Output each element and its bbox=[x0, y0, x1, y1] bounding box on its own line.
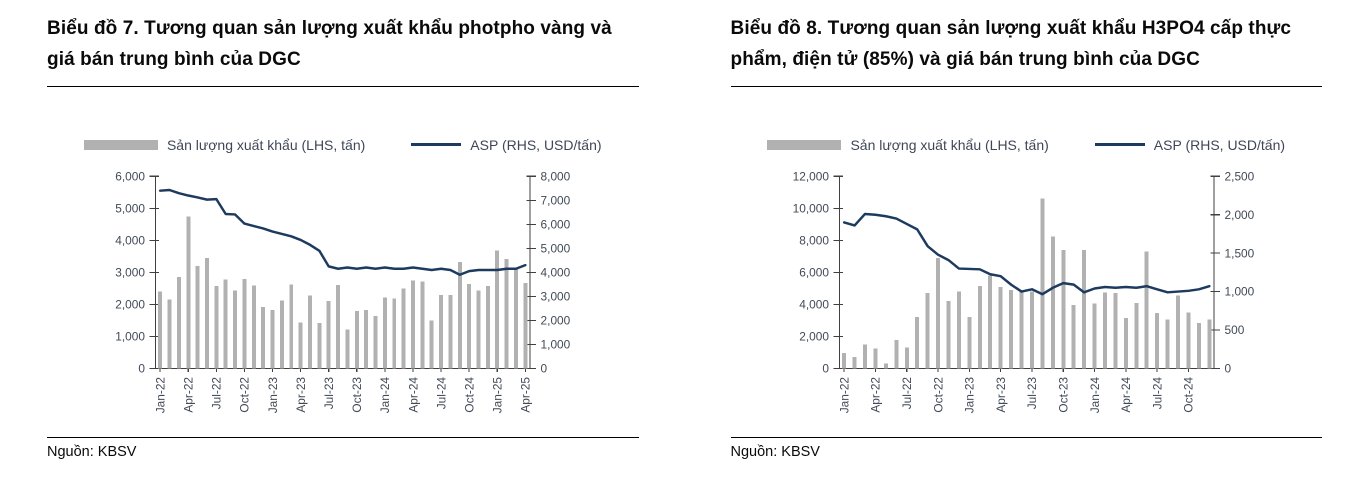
svg-text:1,500: 1,500 bbox=[1224, 245, 1254, 260]
svg-text:Oct-22: Oct-22 bbox=[930, 376, 945, 413]
chart-panel-8 bbox=[731, 14, 1323, 460]
svg-text:Jan-25: Jan-25 bbox=[490, 376, 505, 413]
axis-tick-labels bbox=[792, 169, 1254, 375]
svg-text:0: 0 bbox=[1224, 361, 1231, 376]
svg-text:Jan-24: Jan-24 bbox=[378, 376, 393, 413]
svg-text:500: 500 bbox=[1224, 322, 1244, 337]
svg-text:Jul-24: Jul-24 bbox=[1149, 376, 1164, 409]
svg-text:Jul-24: Jul-24 bbox=[434, 376, 449, 409]
legend-item-line-series bbox=[411, 137, 601, 153]
line-legend-swatch bbox=[1095, 143, 1145, 146]
bar-legend-label: Sản lượng xuất khẩu (LHS, tấn) bbox=[850, 136, 1049, 153]
svg-text:1,000: 1,000 bbox=[540, 337, 571, 352]
svg-text:2,000: 2,000 bbox=[1224, 207, 1254, 222]
legend-item-bar-series bbox=[84, 137, 365, 153]
svg-text:1,000: 1,000 bbox=[115, 329, 145, 344]
bar-series bbox=[158, 216, 527, 368]
combo-chart-export-volume-vs-asp bbox=[47, 163, 639, 429]
svg-text:Jul-22: Jul-22 bbox=[899, 376, 914, 409]
svg-text:1,000: 1,000 bbox=[1224, 284, 1254, 299]
bar-legend-swatch bbox=[84, 140, 158, 150]
source-note: Nguồn: KBSV bbox=[47, 437, 639, 460]
svg-text:Jan-22: Jan-22 bbox=[153, 376, 168, 413]
svg-text:Oct-23: Oct-23 bbox=[1056, 376, 1071, 413]
bar-legend-swatch bbox=[767, 140, 841, 150]
svg-text:8,000: 8,000 bbox=[540, 169, 571, 184]
legend-item-bar-series bbox=[767, 137, 1048, 153]
x-axis-labels bbox=[153, 376, 532, 413]
line-legend-label: ASP (RHS, USD/tấn) bbox=[1153, 136, 1286, 153]
svg-text:12,000: 12,000 bbox=[792, 169, 829, 184]
x-axis-labels bbox=[837, 376, 1195, 413]
svg-text:6,000: 6,000 bbox=[798, 265, 829, 280]
svg-text:3,000: 3,000 bbox=[540, 289, 571, 304]
svg-text:8,000: 8,000 bbox=[798, 233, 829, 248]
svg-text:Jul-22: Jul-22 bbox=[209, 376, 224, 409]
svg-text:4,000: 4,000 bbox=[115, 233, 145, 248]
svg-text:5,000: 5,000 bbox=[540, 241, 571, 256]
asp-line-series bbox=[844, 214, 1209, 294]
bar-series bbox=[842, 198, 1211, 368]
svg-text:Apr-22: Apr-22 bbox=[868, 376, 883, 413]
svg-text:10,000: 10,000 bbox=[792, 201, 829, 216]
svg-text:Jan-24: Jan-24 bbox=[1087, 376, 1102, 413]
chart-title: Biểu đồ 8. Tương quan sản lượng xuất khẩu H3PO4 cấp thực phẩm, điện tử (85%) và giá bán trung bình của DGC bbox=[731, 14, 1323, 87]
chart-legend bbox=[47, 137, 639, 153]
svg-text:0: 0 bbox=[540, 361, 548, 376]
svg-text:Oct-22: Oct-22 bbox=[237, 376, 252, 413]
svg-text:Oct-23: Oct-23 bbox=[350, 376, 365, 413]
source-note: Nguồn: KBSV bbox=[731, 437, 1323, 460]
svg-text:Jan-23: Jan-23 bbox=[265, 376, 280, 413]
svg-text:Jul-23: Jul-23 bbox=[1024, 376, 1039, 409]
svg-text:Apr-22: Apr-22 bbox=[181, 376, 196, 413]
svg-text:Oct-24: Oct-24 bbox=[1181, 376, 1196, 413]
svg-text:Jul-23: Jul-23 bbox=[321, 376, 336, 409]
bar-legend-label: Sản lượng xuất khẩu (LHS, tấn) bbox=[166, 136, 366, 153]
svg-text:2,000: 2,000 bbox=[115, 297, 145, 312]
svg-text:0: 0 bbox=[138, 361, 145, 376]
svg-text:0: 0 bbox=[821, 361, 829, 376]
svg-text:Apr-24: Apr-24 bbox=[1118, 376, 1133, 413]
svg-text:5,000: 5,000 bbox=[115, 201, 145, 216]
svg-text:Oct-24: Oct-24 bbox=[462, 376, 477, 413]
legend-item-line-series bbox=[1095, 137, 1285, 153]
axes bbox=[833, 176, 1219, 372]
svg-text:6,000: 6,000 bbox=[115, 169, 145, 184]
svg-text:Apr-23: Apr-23 bbox=[993, 376, 1008, 413]
svg-text:2,000: 2,000 bbox=[540, 313, 571, 328]
svg-text:Apr-24: Apr-24 bbox=[406, 376, 421, 413]
chart-panel-7 bbox=[47, 14, 639, 460]
svg-text:Apr-25: Apr-25 bbox=[518, 376, 533, 413]
svg-text:Apr-23: Apr-23 bbox=[293, 376, 308, 413]
line-legend-swatch bbox=[411, 143, 461, 146]
svg-text:3,000: 3,000 bbox=[115, 265, 145, 280]
svg-text:2,500: 2,500 bbox=[1224, 169, 1254, 184]
axis-tick-labels bbox=[115, 169, 570, 375]
svg-text:6,000: 6,000 bbox=[540, 217, 571, 232]
svg-text:2,000: 2,000 bbox=[798, 329, 829, 344]
chart-title: Biểu đồ 7. Tương quan sản lượng xuất khẩu photpho vàng và giá bán trung bình của DGC bbox=[47, 14, 639, 87]
line-legend-label: ASP (RHS, USD/tấn) bbox=[470, 136, 602, 153]
svg-text:4,000: 4,000 bbox=[540, 265, 571, 280]
chart-legend bbox=[731, 137, 1323, 153]
svg-text:7,000: 7,000 bbox=[540, 193, 571, 208]
combo-chart-h3po4-export-vs-asp bbox=[731, 163, 1323, 429]
svg-text:4,000: 4,000 bbox=[798, 297, 829, 312]
svg-text:Jan-22: Jan-22 bbox=[836, 376, 851, 413]
asp-line-series bbox=[160, 190, 525, 275]
svg-text:Jan-23: Jan-23 bbox=[962, 376, 977, 413]
